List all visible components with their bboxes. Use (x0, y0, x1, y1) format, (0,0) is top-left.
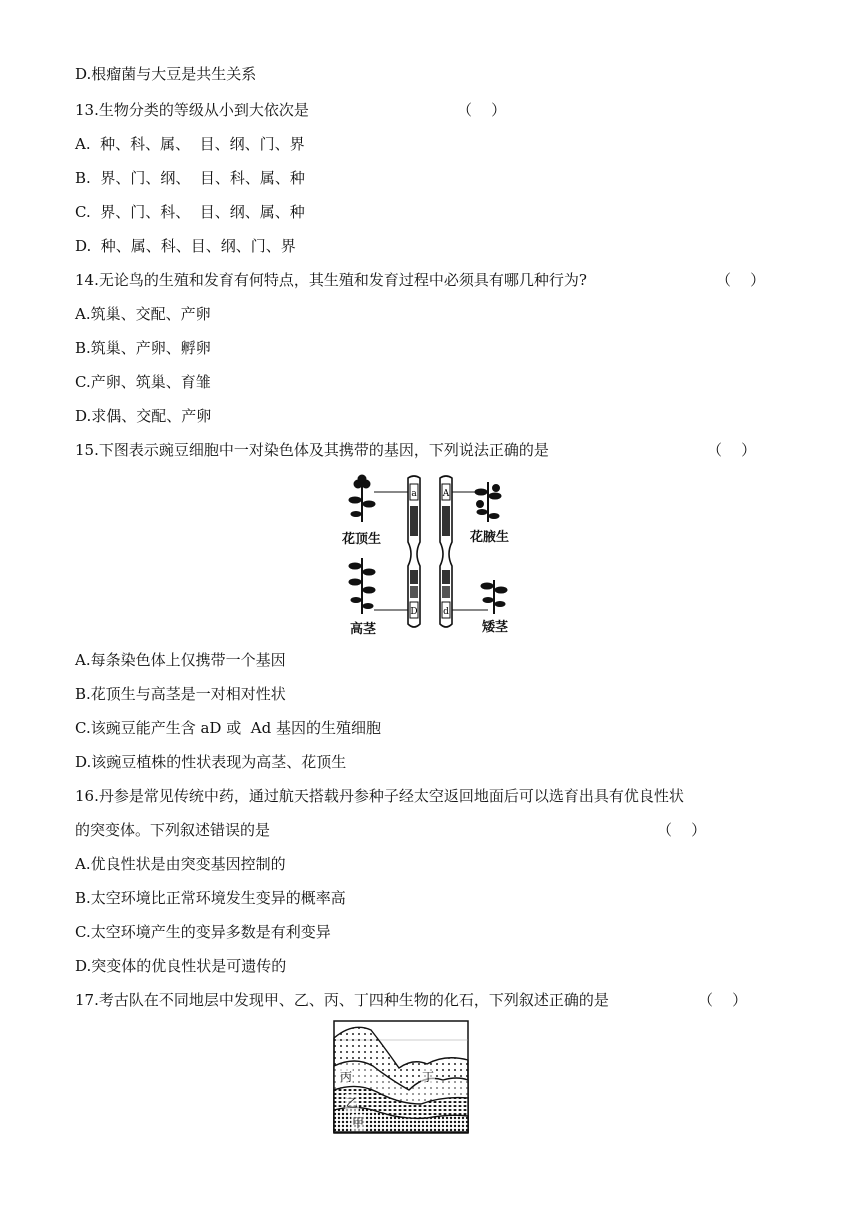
label-flower-terminal: 花顶生 (342, 532, 382, 547)
text-line-q13: 13.生物分类的等级从小到大依次是 (75, 101, 309, 119)
text-line-q16ob: B.太空环境比正常环境发生变异的概率高 (75, 889, 346, 907)
plant-flower-axillary-icon (475, 482, 501, 522)
label-tall-stem: 高茎 (350, 622, 377, 637)
chromosome-figure (338, 474, 528, 636)
text-line-q12d: D.根瘤菌与大豆是共生关系 (75, 65, 257, 83)
text-line-q15a: A.每条染色体上仅携带一个基因 (75, 651, 286, 669)
strata-label-jia: 甲 (352, 1116, 365, 1130)
text-line-q16oa: A.优良性状是由突变基因控制的 (75, 855, 286, 873)
label-flower-axillary: 花腋生 (470, 530, 510, 545)
plant-flower-terminal-icon (349, 475, 375, 522)
answer-blank-q14: （ ） (716, 271, 766, 289)
gene-right-bottom: d (443, 607, 449, 617)
text-line-q14c: C.产卵、筑巢、育雏 (75, 373, 211, 391)
text-line-q15b: B.花顶生与高茎是一对相对性状 (75, 685, 286, 703)
text-line-q16: 16.丹参是常见传统中药，通过航天搭载丹参种子经太空返回地面后可以选育出具有优良性状 (75, 787, 684, 805)
gene-left-top: a (411, 489, 417, 499)
text-line-q14: 14.无论鸟的生殖和发育有何特点，其生殖和发育过程中必须具有哪几种行为? (75, 271, 587, 289)
chromosome-diagram (338, 474, 528, 636)
strata-label-bing: 丙 (340, 1070, 353, 1084)
text-line-q14d: D.求偶、交配、产卵 (75, 407, 212, 425)
text-line-q16b: 的突变体。下列叙述错误的是 (75, 821, 271, 839)
text-line-q15: 15.下图表示豌豆细胞中一对染色体及其携带的基因，下列说法正确的是 (75, 441, 549, 459)
text-line-q14a: A.筑巢、交配、产卵 (75, 305, 211, 323)
plant-short-icon (481, 580, 507, 614)
answer-blank-q15: （ ） (707, 441, 757, 459)
answer-blank-q16b: （ ） (657, 821, 707, 839)
strata-label-ding: 丁 (422, 1070, 435, 1084)
strata-figure (333, 1020, 469, 1134)
text-line-q14b: B.筑巢、产卵、孵卵 (75, 339, 211, 357)
answer-blank-q17: （ ） (698, 991, 748, 1009)
text-line-q13a: A. 种、科、属、 目、纲、门、界 (75, 135, 305, 153)
text-line-q15d: D.该豌豆植株的性状表现为高茎、花顶生 (75, 753, 347, 771)
text-line-q15c: C.该豌豆能产生含 aD 或 Ad 基因的生殖细胞 (75, 719, 381, 737)
strata-label-yi: 乙 (346, 1096, 359, 1110)
answer-blank-q13: （ ） (457, 101, 507, 119)
text-line-q13d: D. 种、属、科、目、纲、门、界 (75, 237, 296, 255)
text-line-q17: 17.考古队在不同地层中发现甲、乙、丙、丁四种生物的化石，下列叙述正确的是 (75, 991, 609, 1009)
text-line-q13b: B. 界、门、纲、 目、科、属、种 (75, 169, 305, 187)
label-short-stem: 矮茎 (482, 620, 509, 635)
text-line-q16oc: C.太空环境产生的变异多数是有利变异 (75, 923, 331, 941)
text-line-q16od: D.突变体的优良性状是可遗传的 (75, 957, 287, 975)
text-line-q13c: C. 界、门、科、 目、纲、属、种 (75, 203, 305, 221)
plant-tall-icon (349, 558, 375, 614)
gene-left-bottom: D (410, 607, 418, 617)
gene-right-top: A (442, 489, 450, 499)
